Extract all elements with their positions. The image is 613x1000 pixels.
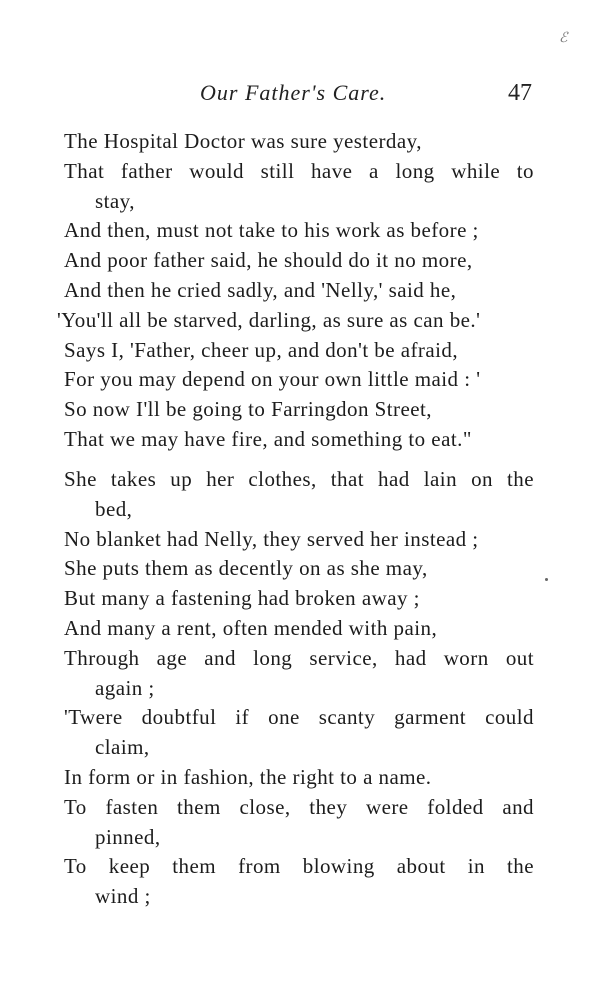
poem-line: And then, must not take to his work as before ; [64, 218, 479, 243]
poem-line: She takes up her clothes, that had lain on the [64, 467, 534, 491]
poem-line-continuation: bed, [95, 496, 133, 521]
poem-line: That father would still have a long while to [64, 158, 534, 183]
poem-line-continuation: pinned, [95, 824, 161, 849]
poem-line: 'Twere doubtful if one scanty garment could [64, 705, 534, 730]
corner-mark: ℰ [559, 30, 568, 46]
poem-line: And then he cried sadly, and 'Nelly,' said he, [64, 277, 457, 302]
poem-line: So now I'll be going to Farringdon Street, [64, 397, 432, 422]
poem-line-continuation: stay, [95, 188, 135, 213]
poem-line: In form or in fashion, the right to a name. [64, 764, 432, 789]
poem-line: And many a rent, often mended with pain, [64, 615, 438, 640]
poem-line: She puts them as decently on as she may, [64, 556, 428, 581]
poem-line: To keep them from blowing about in the [64, 854, 534, 879]
stanza-2 [0, 465, 613, 912]
stanza-1 [0, 127, 613, 455]
poem-line: But many a fastening had broken away ; [64, 586, 420, 611]
print-speck [545, 578, 548, 581]
poem-line-continuation: again ; [95, 675, 155, 700]
poem-line: Through age and long service, had worn out [64, 645, 534, 670]
poem-line: 'You'll all be starved, darling, as sure as can be.' [57, 307, 481, 332]
poem-line-continuation: wind ; [95, 884, 151, 909]
poem-line-continuation: claim, [95, 735, 150, 760]
poem-line: And poor father said, he should do it no more, [64, 248, 473, 273]
poem-line: That we may have fire, and something to eat." [64, 426, 472, 451]
page-number: 47 [508, 80, 532, 106]
poem-line: The Hospital Doctor was sure yesterday, [64, 129, 422, 153]
running-head: Our Father's Care. [200, 80, 387, 105]
poem-line: Says I, 'Father, cheer up, and don't be afraid, [64, 337, 459, 362]
poem-line: For you may depend on your own little maid : ' [64, 367, 481, 392]
poem-line: No blanket had Nelly, they served her instead ; [64, 526, 479, 551]
poem-line: To fasten them close, they were folded and [64, 794, 534, 819]
